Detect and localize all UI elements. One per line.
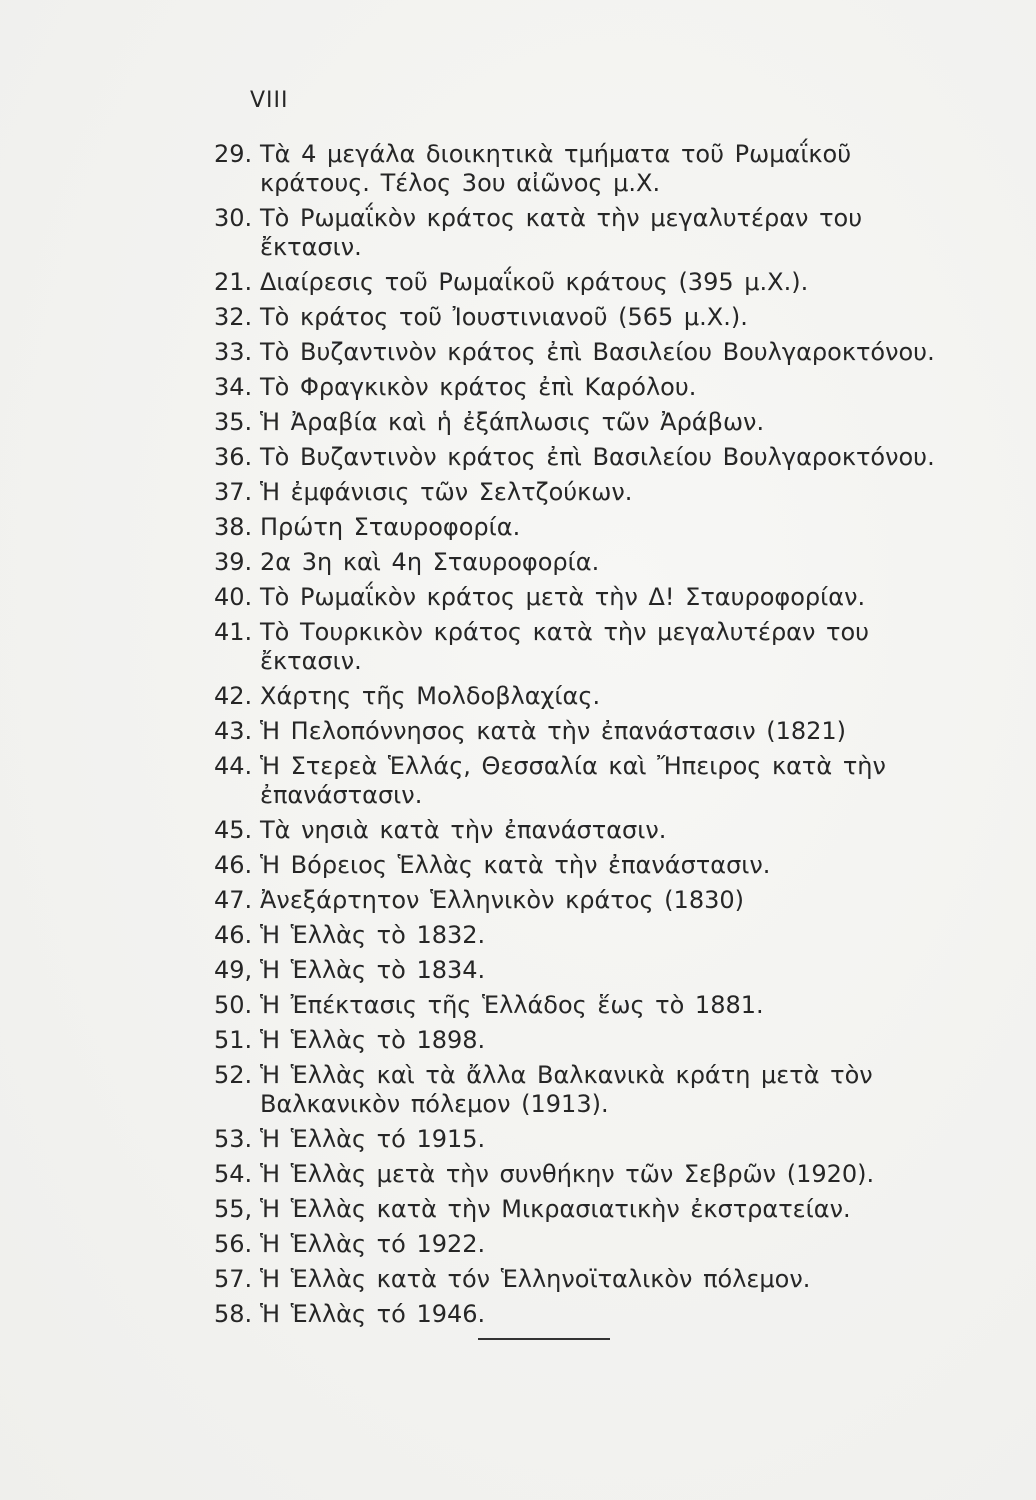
list-item bbox=[214, 921, 954, 950]
entry-text: Τὸ Φραγκικὸν κράτος ἐπὶ Καρόλου. bbox=[260, 373, 697, 401]
list-item bbox=[214, 204, 954, 262]
list-item bbox=[214, 682, 954, 711]
entry-number: 38. bbox=[214, 513, 253, 541]
entry-text: Ἡ Ἑλλὰς τὸ 1898. bbox=[260, 1026, 486, 1054]
entry-number: 44. bbox=[214, 752, 253, 780]
entry-text: Ἡ Ἑλλὰς κατὰ τὴν Μικρασιατικὴν ἐκστρατείαν. bbox=[260, 1195, 851, 1223]
list-item bbox=[214, 408, 954, 437]
entry-text: Ἡ Ἑλλὰς τό 1922. bbox=[260, 1230, 486, 1258]
entry-text: 2α 3η καὶ 4η Σταυροφορία. bbox=[260, 548, 600, 576]
entry-number: 54. bbox=[214, 1160, 253, 1188]
entry-text: Τὸ κράτος τοῦ Ἰουστινιανοῦ (565 μ.Χ.). bbox=[260, 303, 748, 331]
entry-number: 33. bbox=[214, 338, 253, 366]
entry-number: 46. bbox=[214, 921, 253, 949]
entry-text: Τὸ Τουρκικὸν κράτος κατὰ τὴν μεγαλυτέραν του ἔκτασιν. bbox=[260, 618, 870, 675]
entry-text: Ἡ Ἑλλὰς κατὰ τόν Ἑλληνοϊταλικὸν πόλεμον. bbox=[260, 1265, 811, 1293]
entry-number: 58. bbox=[214, 1300, 253, 1328]
list-item bbox=[214, 886, 954, 915]
entry-number: 35. bbox=[214, 408, 253, 436]
entry-number: 41. bbox=[214, 618, 253, 646]
entry-number: 43. bbox=[214, 717, 253, 745]
list-item bbox=[214, 1300, 954, 1329]
entry-number: 21. bbox=[214, 268, 253, 296]
list-item bbox=[214, 1125, 954, 1154]
entry-text: Τὸ Ρωμαΐκὸν κράτος μετὰ τὴν Δ! Σταυροφορίαν. bbox=[260, 583, 866, 611]
entry-text: Ἀνεξάρτητον Ἑλληνικὸν κράτος (1830) bbox=[260, 886, 744, 914]
entry-number: 50. bbox=[214, 991, 253, 1019]
entry-number: 30. bbox=[214, 204, 253, 232]
list-item bbox=[214, 1160, 954, 1189]
entry-number: 40. bbox=[214, 583, 253, 611]
entry-number: 51. bbox=[214, 1026, 253, 1054]
list-item bbox=[214, 268, 954, 297]
entry-text: Ἡ Στερεὰ Ἑλλάς, Θεσσαλία καὶ Ἤπειρος κατὰ τὴν ἐπανάστασιν. bbox=[260, 752, 886, 809]
entry-text: Χάρτης τῆς Μολδοβλαχίας. bbox=[260, 682, 601, 710]
entry-number: 36. bbox=[214, 443, 253, 471]
entry-number: 56. bbox=[214, 1230, 253, 1258]
entry-number: 53. bbox=[214, 1125, 253, 1153]
list-item bbox=[214, 338, 954, 367]
list-item bbox=[214, 583, 954, 612]
list-item bbox=[214, 1230, 954, 1259]
entry-number: 39. bbox=[214, 548, 253, 576]
list-item bbox=[214, 851, 954, 880]
list-item bbox=[214, 717, 954, 746]
entry-number: 37. bbox=[214, 478, 253, 506]
entry-text: Τὸ Βυζαντινὸν κράτος ἐπὶ Βασιλείου Βουλγαροκτόνου. bbox=[260, 338, 935, 366]
entry-text: Ἡ Ἑλλὰς καὶ τὰ ἄλλα Βαλκανικὰ κράτη μετὰ τὸν Βαλκανικὸν πόλεμον (1913). bbox=[260, 1061, 873, 1118]
list-item bbox=[214, 478, 954, 507]
entry-text: Τὰ νησιὰ κατὰ τὴν ἐπανάστασιν. bbox=[260, 816, 667, 844]
list-item bbox=[214, 956, 954, 985]
entry-number: 42. bbox=[214, 682, 253, 710]
entry-number: 49, bbox=[214, 956, 253, 984]
entry-text: Πρώτη Σταυροφορία. bbox=[260, 513, 521, 541]
entry-text: Τὸ Βυζαντινὸν κράτος ἐπὶ Βασιλείου Βουλγαροκτόνου. bbox=[260, 443, 935, 471]
entry-number: 57. bbox=[214, 1265, 253, 1293]
entry-text: Ἡ Βόρειος Ἑλλὰς κατὰ τὴν ἐπανάστασιν. bbox=[260, 851, 771, 879]
map-list bbox=[214, 140, 954, 1335]
list-item bbox=[214, 443, 954, 472]
list-item bbox=[214, 1265, 954, 1294]
entry-number: 34. bbox=[214, 373, 253, 401]
list-item bbox=[214, 816, 954, 845]
list-item bbox=[214, 140, 954, 198]
entry-number: 29. bbox=[214, 140, 253, 168]
list-item bbox=[214, 1061, 954, 1119]
list-item bbox=[214, 752, 954, 810]
entry-text: Ἡ Ἑλλὰς τὸ 1832. bbox=[260, 921, 486, 949]
entry-text: Ἡ Πελοπόννησος κατὰ τὴν ἐπανάστασιν (1821) bbox=[260, 717, 847, 745]
entry-text: Τὸ Ρωμαΐκὸν κράτος κατὰ τὴν μεγαλυτέραν του ἔκτασιν. bbox=[260, 204, 863, 261]
entry-number: 52. bbox=[214, 1061, 253, 1089]
entry-number: 47. bbox=[214, 886, 253, 914]
entry-number: 45. bbox=[214, 816, 253, 844]
entry-text: Ἡ Ἑλλὰς τό 1915. bbox=[260, 1125, 486, 1153]
entry-text: Ἡ Ἐπέκτασις τῆς Ἑλλάδος ἕως τὸ 1881. bbox=[260, 991, 764, 1019]
entry-text: Τὰ 4 μεγάλα διοικητικὰ τμήματα τοῦ Ρωμαΐκοῦ κράτους. Τέλος 3ου αἰῶνος μ.Χ. bbox=[260, 140, 852, 197]
list-item bbox=[214, 1195, 954, 1224]
entry-text: Ἡ Ἑλλὰς τό 1946. bbox=[260, 1300, 486, 1328]
page-number: VIII bbox=[250, 88, 289, 113]
list-item bbox=[214, 548, 954, 577]
entry-number: 55, bbox=[214, 1195, 253, 1223]
list-item bbox=[214, 303, 954, 332]
entry-text: Ἡ Ἑλλὰς τὸ 1834. bbox=[260, 956, 486, 984]
section-divider bbox=[478, 1338, 610, 1340]
entry-number: 46. bbox=[214, 851, 253, 879]
list-item bbox=[214, 373, 954, 402]
entry-text: Διαίρεσις τοῦ Ρωμαΐκοῦ κράτους (395 μ.Χ.). bbox=[260, 268, 809, 296]
entry-text: Ἡ ἐμφάνισις τῶν Σελτζούκων. bbox=[260, 478, 633, 506]
entry-text: Ἡ Ἀραβία καὶ ἡ ἐξάπλωσις τῶν Ἀράβων. bbox=[260, 408, 765, 436]
entry-text: Ἡ Ἑλλὰς μετὰ τὴν συνθήκην τῶν Σεβρῶν (1920). bbox=[260, 1160, 875, 1188]
list-item bbox=[214, 1026, 954, 1055]
entry-number: 32. bbox=[214, 303, 253, 331]
list-item bbox=[214, 513, 954, 542]
list-item bbox=[214, 991, 954, 1020]
list-item bbox=[214, 618, 954, 676]
